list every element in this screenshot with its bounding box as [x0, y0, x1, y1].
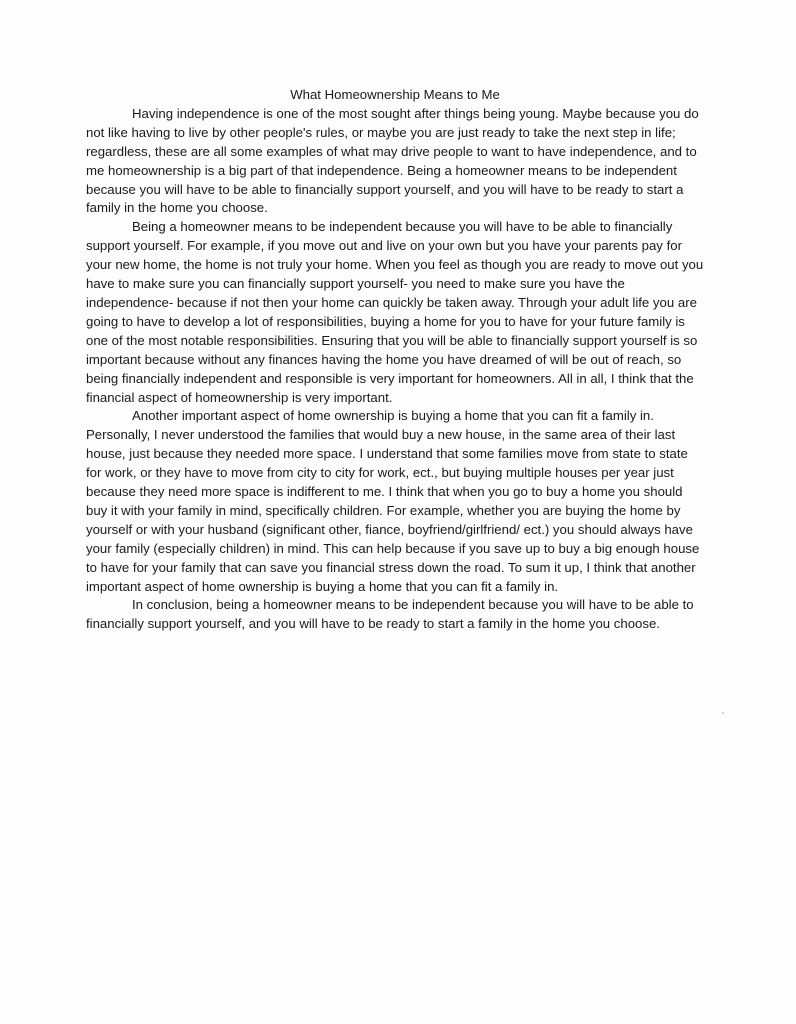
paragraph-family: Another important aspect of home ownership is buying a home that you can fit a family in. Personally, I never understood the families that would buy a new house, in the same area of their last house, just because they needed more space. I understand that some families move from state to state for work, or they have to move from city to city for work, ect., but buying multiple houses per year just because they need more space is indifferent to me. I think that when you go to buy a home you should buy it with your family in mind, specifically children. For example, whether you are buying the home by yourself or with your husband (significant other, fiance, boyfriend/girlfriend/ ect.) you should always have your family (especially children) in mind. This can help because if you save up to buy a big enough house to have for your family that can save you financial stress down the road. To sum it up, I think that another important aspect of home ownership is buying a home that you can fit a family in.: [86, 408, 700, 594]
essay-body: [86, 86, 704, 634]
paragraph-conclusion: In conclusion, being a homeowner means to be independent because you will have to be able to financially support yourself, and you will have to be ready to start a family in the home you choose.: [86, 597, 694, 632]
paragraph-financial: Being a homeowner means to be independent because you will have to be able to financially support yourself. For example, if you move out and live on your own but you have your parents pay for your new home, the home is not truly your home. When you feel as though you are ready to move out you have to make sure you can financially support yourself- you need to make sure you have the independence- because if not then your home can quickly be taken away. Through your adult life you are going to have to develop a lot of responsibilities, buying a home for you to have for your future family is one of the most notable responsibilities. Ensuring that you will be able to financially support yourself is so important because without any finances having the home you have dreamed of will be out of reach, so being financially independent and responsible is very important for homeowners. All in all, I think that the financial aspect of homeownership is very important.: [86, 219, 704, 405]
essay-title: What Homeownership Means to Me: [290, 87, 500, 102]
paragraph-intro: Having independence is one of the most sought after things being young. Maybe because you do not like having to live by other people's rules, or maybe you are just ready to take the next step in life; regardless, these are all some examples of what may drive people to want to have independence, and to me homeownership is a big part of that independence. Being a homeowner means to be independent because you will have to be able to financially support yourself, and you will have to be ready to start a family in the home you choose.: [86, 105, 699, 216]
scan-speck: [722, 712, 724, 714]
